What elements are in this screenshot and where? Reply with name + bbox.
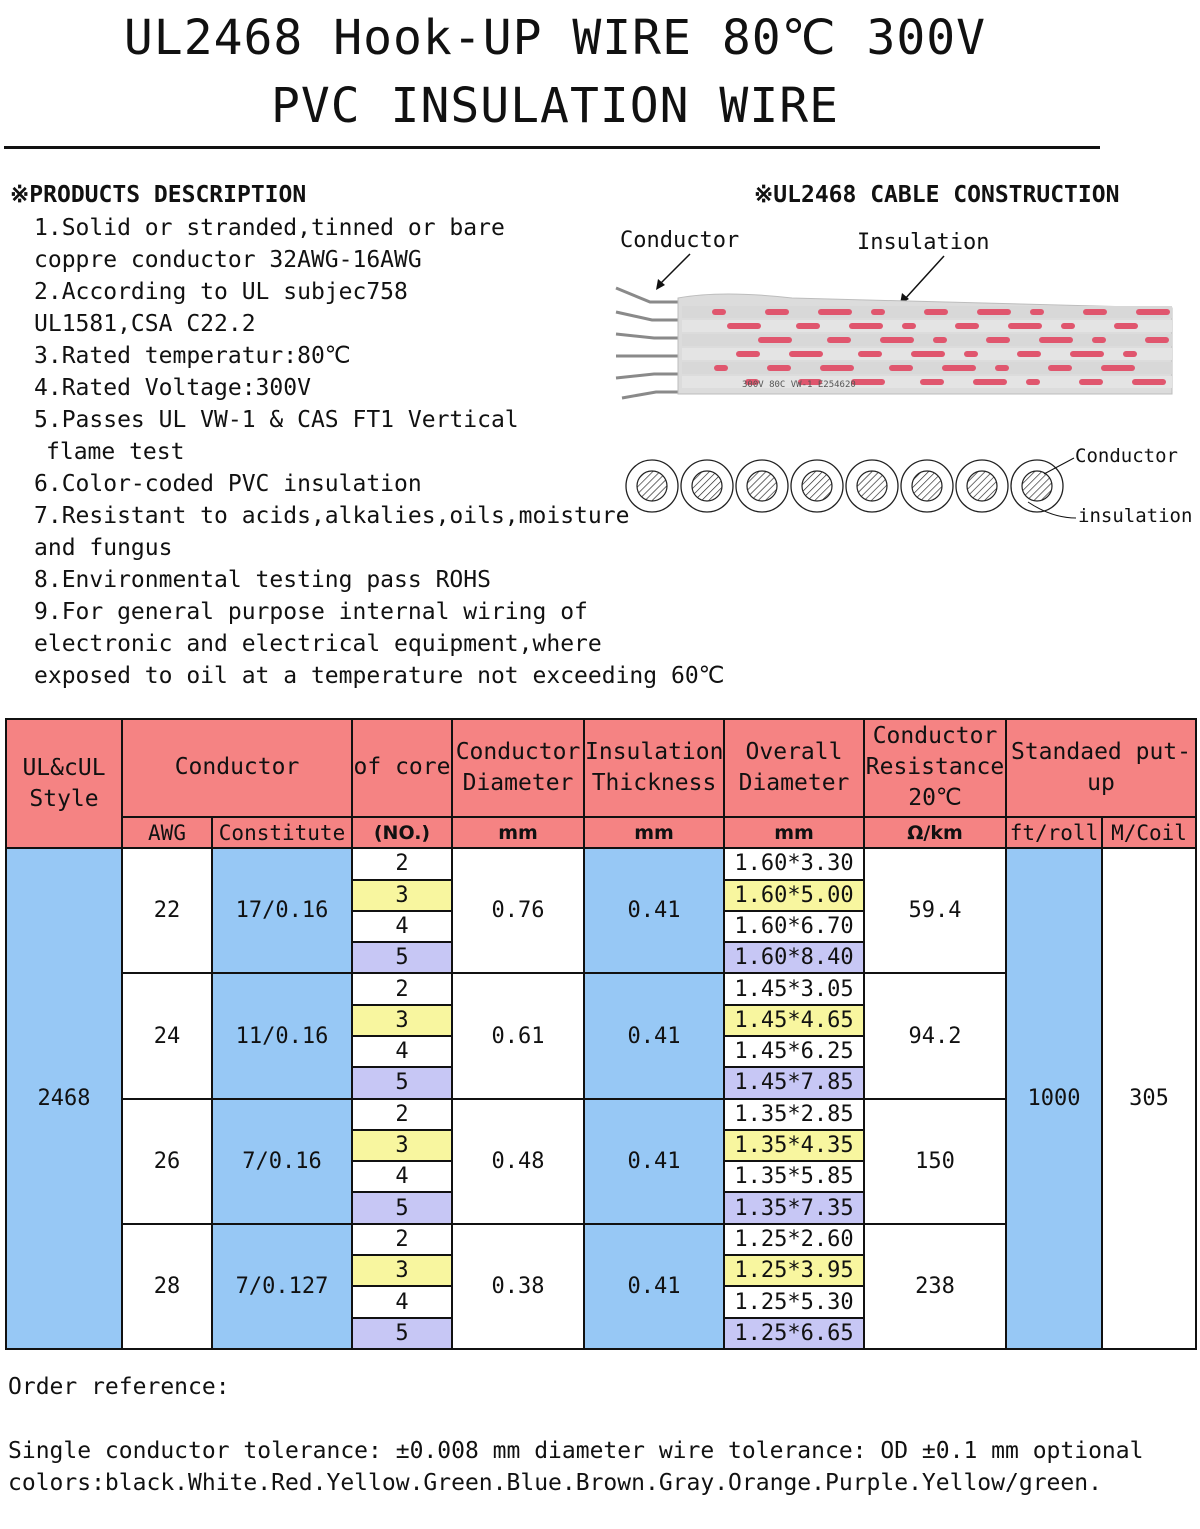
ribbon-stripe-mark xyxy=(758,337,792,343)
conductor-circle xyxy=(912,471,942,501)
core-cell: 2 xyxy=(352,848,452,879)
ribbon-stripe-mark xyxy=(1101,365,1135,371)
overall-diameter-cell: 1.25*2.60 xyxy=(724,1224,864,1255)
overall-diameter-cell: 1.60*5.00 xyxy=(724,880,864,911)
description-line: exposed to oil at a temperature not exceeding 60℃ xyxy=(34,663,725,689)
description-line: 3.Rated temperatur:80℃ xyxy=(34,343,351,369)
title-divider xyxy=(4,146,1100,149)
header-style: UL&cUL Style xyxy=(6,719,122,848)
overall-diameter-cell: 1.45*6.25 xyxy=(724,1036,864,1067)
core-cell: 3 xyxy=(352,1005,452,1036)
exposed-conductors xyxy=(616,288,682,398)
resistance-cell: 94.2 xyxy=(864,973,1006,1098)
core-cell: 4 xyxy=(352,1036,452,1067)
conductor-circle xyxy=(967,471,997,501)
page-title: UL2468 Hook-UP WIRE 80℃ 300V xyxy=(123,10,987,66)
description-line: and fungus xyxy=(34,535,173,561)
awg-cell: 24 xyxy=(122,973,212,1098)
awg-cell: 22 xyxy=(122,848,212,973)
overall-diameter-cell: 1.25*3.95 xyxy=(724,1255,864,1286)
ribbon-stripe-mark xyxy=(818,309,852,315)
resistance-cell: 150 xyxy=(864,1099,1006,1224)
core-cell: 5 xyxy=(352,1067,452,1098)
core-cell: 4 xyxy=(352,1161,452,1192)
overall-diameter-cell: 1.60*8.40 xyxy=(724,942,864,973)
unit-core: (NO.) xyxy=(352,817,452,848)
ribbon-stripe-mark xyxy=(1123,351,1137,357)
ribbon-stripe-mark xyxy=(942,365,976,371)
ribbon-stripe-mark xyxy=(955,323,979,329)
cross-section-diagram xyxy=(626,460,1063,512)
insulation-thickness-cell: 0.41 xyxy=(584,1099,724,1224)
ribbon-stripe-mark xyxy=(880,337,914,343)
description-line: 8.Environmental testing pass ROHS xyxy=(34,567,491,593)
description-line: flame test xyxy=(46,439,185,465)
insulation-thickness-cell: 0.41 xyxy=(584,1224,724,1349)
specification-table xyxy=(5,718,1197,1350)
description-line: 7.Resistant to acids,alkalies,oils,moisture xyxy=(34,503,630,529)
ribbon-stripe-mark xyxy=(727,323,761,329)
ribbon-stripe-mark xyxy=(1039,337,1073,343)
overall-diameter-cell: 1.35*5.85 xyxy=(724,1161,864,1192)
ribbon-stripe-mark xyxy=(871,309,885,315)
ribbon-print-text: 300V 80C VW-1 E254620 xyxy=(742,380,856,390)
ribbon-stripe-mark xyxy=(736,351,760,357)
ribbon-stripe-mark xyxy=(920,379,944,385)
insulation-leader-line xyxy=(904,256,944,300)
resistance-cell: 59.4 xyxy=(864,848,1006,973)
ribbon-stripe-mark xyxy=(858,351,882,357)
ribbon-stripe-mark xyxy=(911,351,945,357)
ribbon-stripe-mark xyxy=(1026,379,1040,385)
conductor-circle xyxy=(1022,471,1052,501)
ribbon-stripe-mark xyxy=(796,323,820,329)
description-line: 2.According to UL subjec758 xyxy=(34,279,408,305)
unit-resistance: Ω/km xyxy=(864,817,1006,848)
description-line: 1.Solid or stranded,tinned or bare xyxy=(34,215,505,241)
ribbon-stripe-mark xyxy=(902,323,916,329)
ribbon-stripe-mark xyxy=(712,309,726,315)
unit-ft-roll: ft/roll xyxy=(1006,817,1102,848)
photo-insulation-label: Insulation xyxy=(857,230,990,255)
unit-insulation-thickness: mm xyxy=(584,817,724,848)
core-cell: 4 xyxy=(352,911,452,942)
overall-diameter-cell: 1.45*3.05 xyxy=(724,973,864,1004)
overall-diameter-cell: 1.35*7.35 xyxy=(724,1192,864,1223)
ribbon-stripe-mark xyxy=(1030,309,1044,315)
unit-overall-diameter: mm xyxy=(724,817,864,848)
overall-diameter-cell: 1.45*7.85 xyxy=(724,1067,864,1098)
header-conductor: Conductor xyxy=(122,719,352,817)
header-conductor-diameter: Conductor Diameter xyxy=(452,719,584,817)
ribbon-stripe-mark xyxy=(1070,351,1104,357)
ribbon-stripe-mark xyxy=(851,379,885,385)
ft-roll-cell: 1000 xyxy=(1006,848,1102,1349)
ribbon-stripe-mark xyxy=(827,337,851,343)
ribbon-cable-photo xyxy=(612,222,1200,552)
core-cell: 2 xyxy=(352,973,452,1004)
unit-m-coil: M/Coil xyxy=(1102,817,1196,848)
ribbon-stripe-mark xyxy=(986,337,1010,343)
conductor-diameter-cell: 0.48 xyxy=(452,1099,584,1224)
core-cell: 5 xyxy=(352,1192,452,1223)
ribbon-stripe-mark xyxy=(849,323,883,329)
ribbon-stripe-mark xyxy=(1079,379,1103,385)
ribbon-stripe-mark xyxy=(1017,351,1041,357)
overall-diameter-cell: 1.45*4.65 xyxy=(724,1005,864,1036)
core-cell: 3 xyxy=(352,1255,452,1286)
description-line: 4.Rated Voltage:300V xyxy=(34,375,311,401)
ribbon-wire xyxy=(682,362,1172,374)
overall-diameter-cell: 1.25*5.30 xyxy=(724,1286,864,1317)
conductor-circle xyxy=(692,471,722,501)
conductor-leader-line xyxy=(658,254,690,286)
description-line: electronic and electrical equipment,where xyxy=(34,631,602,657)
insulation-thickness-cell: 0.41 xyxy=(584,848,724,973)
overall-diameter-cell: 1.60*6.70 xyxy=(724,911,864,942)
ribbon-stripe-mark xyxy=(1114,323,1138,329)
description-line: coppre conductor 32AWG-16AWG xyxy=(34,247,422,273)
ribbon-stripe-mark xyxy=(977,309,1011,315)
ribbon-stripe-mark xyxy=(1145,337,1169,343)
ribbon-stripe-mark xyxy=(964,351,978,357)
description-line: UL1581,CSA C22.2 xyxy=(34,311,256,337)
diagram-conductor-label: Conductor xyxy=(1075,445,1178,467)
conductor-circle xyxy=(637,471,667,501)
header-core: of core xyxy=(352,719,452,817)
core-cell: 2 xyxy=(352,1099,452,1130)
constitute-cell: 7/0.127 xyxy=(212,1224,352,1349)
ribbon-stripe-mark xyxy=(933,337,947,343)
style-cell: 2468 xyxy=(6,848,122,1349)
table-row xyxy=(6,848,1196,879)
m-coil-cell: 305 xyxy=(1102,848,1196,1349)
overall-diameter-cell: 1.60*3.30 xyxy=(724,848,864,879)
core-cell: 3 xyxy=(352,1130,452,1161)
conductor-circle xyxy=(857,471,887,501)
ribbon-stripe-mark xyxy=(714,365,728,371)
ribbon-stripe-mark xyxy=(789,351,823,357)
conductor-circle xyxy=(802,471,832,501)
unit-conductor-diameter: mm xyxy=(452,817,584,848)
ribbon-stripe-mark xyxy=(889,365,913,371)
tolerance-note: Single conductor tolerance: ±0.008 mm diameter wire tolerance: OD ±0.1 mm optional xyxy=(8,1438,1144,1464)
insulation-thickness-cell: 0.41 xyxy=(584,973,724,1098)
header-put-up: Standaed put-up xyxy=(1006,719,1196,817)
ribbon-stripe-mark xyxy=(765,309,789,315)
ribbon-stripe-mark xyxy=(924,309,948,315)
ribbon-stripe-mark xyxy=(973,379,1007,385)
ribbon-stripe-mark xyxy=(1092,337,1106,343)
description-line: 9.For general purpose internal wiring of xyxy=(34,599,588,625)
ribbon-stripe-mark xyxy=(767,365,791,371)
colors-note: colors:black.White.Red.Yellow.Green.Blue.Brown.Gray.Orange.Purple.Yellow/green. xyxy=(8,1470,1102,1496)
ribbon-stripe-mark xyxy=(820,365,854,371)
header-insulation-thickness: Insulation Thickness xyxy=(584,719,724,817)
ribbon-stripe-mark xyxy=(1136,309,1170,315)
page-subtitle: PVC INSULATION WIRE xyxy=(270,78,840,134)
constitute-cell: 11/0.16 xyxy=(212,973,352,1098)
conductor-circle xyxy=(747,471,777,501)
core-cell: 4 xyxy=(352,1286,452,1317)
constitute-cell: 17/0.16 xyxy=(212,848,352,973)
header-overall-diameter: Overall Diameter xyxy=(724,719,864,817)
unit-constitute: Constitute xyxy=(212,817,352,848)
photo-conductor-label: Conductor xyxy=(620,228,740,253)
constitute-cell: 7/0.16 xyxy=(212,1099,352,1224)
ribbon-stripe-mark xyxy=(995,365,1009,371)
awg-cell: 28 xyxy=(122,1224,212,1349)
overall-diameter-cell: 1.25*6.65 xyxy=(724,1318,864,1349)
conductor-diameter-cell: 0.61 xyxy=(452,973,584,1098)
core-cell: 3 xyxy=(352,880,452,911)
overall-diameter-cell: 1.35*2.85 xyxy=(724,1099,864,1130)
ribbon-stripe-mark xyxy=(1132,379,1166,385)
core-cell: 2 xyxy=(352,1224,452,1255)
products-description-heading: ※PRODUCTS DESCRIPTION xyxy=(10,182,307,208)
core-cell: 5 xyxy=(352,942,452,973)
ribbon-body xyxy=(678,294,1172,394)
cable-construction-heading: ※UL2468 CABLE CONSTRUCTION xyxy=(754,182,1120,208)
order-reference: Order reference: xyxy=(8,1374,230,1400)
diagram-insulation-label: insulation xyxy=(1078,505,1193,527)
header-resistance: Conductor Resistance 20℃ xyxy=(864,719,1006,817)
overall-diameter-cell: 1.35*4.35 xyxy=(724,1130,864,1161)
ribbon-stripe-mark xyxy=(1061,323,1075,329)
ribbon-stripe-mark xyxy=(1048,365,1072,371)
ribbon-stripe-mark xyxy=(1008,323,1042,329)
resistance-cell: 238 xyxy=(864,1224,1006,1349)
conductor-diameter-cell: 0.76 xyxy=(452,848,584,973)
unit-awg: AWG xyxy=(122,817,212,848)
description-line: 5.Passes UL VW-1 & CAS FT1 Vertical xyxy=(34,407,519,433)
awg-cell: 26 xyxy=(122,1099,212,1224)
cable-construction-illustration xyxy=(612,222,1200,552)
core-cell: 5 xyxy=(352,1318,452,1349)
description-line: 6.Color-coded PVC insulation xyxy=(34,471,422,497)
conductor-diameter-cell: 0.38 xyxy=(452,1224,584,1349)
ribbon-stripe-mark xyxy=(1083,309,1107,315)
